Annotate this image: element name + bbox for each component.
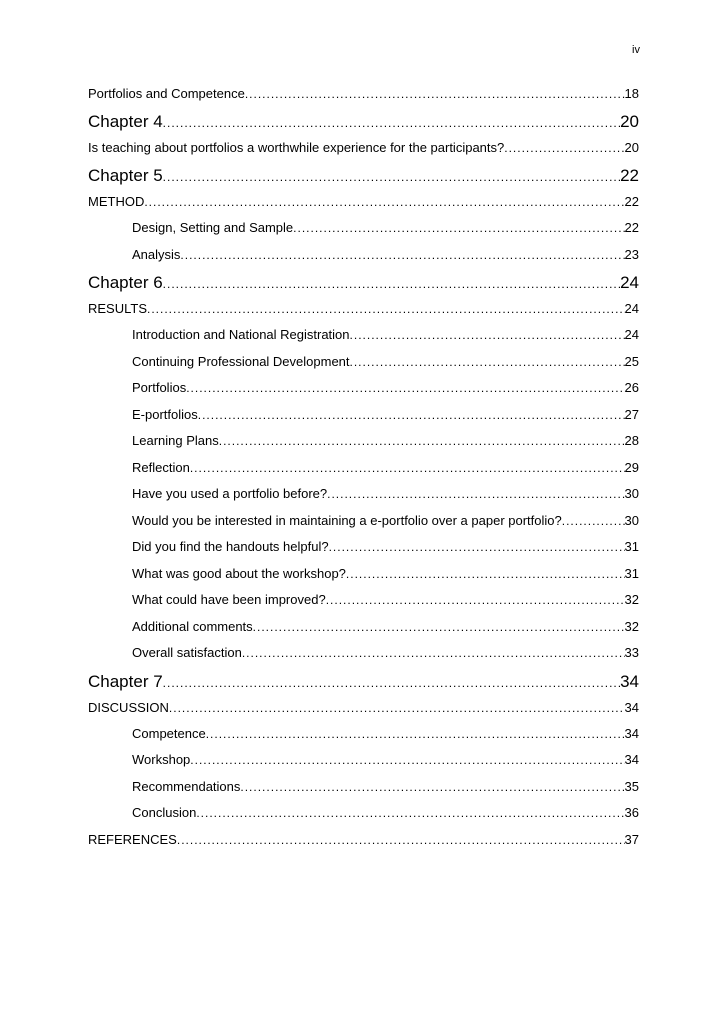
dot-leader — [562, 514, 625, 528]
toc-entry-page: 20 — [620, 112, 639, 131]
toc-entry-page: 32 — [624, 592, 639, 607]
toc-entry-page: 28 — [624, 433, 639, 448]
toc-entry[interactable] — [88, 832, 639, 854]
toc-entry-title: Chapter 4 — [88, 112, 163, 131]
toc-entry-page: 31 — [624, 539, 639, 554]
toc-entry-title: Portfolios — [132, 380, 187, 395]
dot-leader — [350, 328, 625, 342]
toc-entry-page: 22 — [624, 220, 639, 235]
dot-leader — [180, 248, 624, 262]
toc-entry[interactable] — [88, 327, 639, 349]
toc-entry-title: Design, Setting and Sample — [132, 220, 294, 235]
toc-entry-page: 27 — [624, 406, 639, 422]
toc-entry[interactable] — [88, 166, 639, 190]
toc-entry-title: REFERENCES — [88, 831, 177, 847]
toc-entry[interactable] — [88, 752, 639, 774]
toc-entry[interactable] — [88, 672, 639, 696]
toc-entry-title: Analysis — [132, 246, 181, 262]
toc-entry[interactable] — [88, 619, 639, 641]
dot-leader — [177, 833, 625, 847]
toc-entry-page: 32 — [624, 618, 639, 634]
page-number: iv — [632, 44, 640, 56]
toc-entry-title: Additional comments — [132, 618, 253, 634]
dot-leader — [144, 195, 624, 209]
toc-entry-page: 30 — [624, 486, 639, 501]
toc-entry[interactable] — [88, 220, 639, 242]
toc-entry-page: 26 — [624, 380, 639, 395]
dot-leader — [190, 461, 625, 475]
toc-entry[interactable] — [88, 194, 639, 216]
toc-entry-page: 37 — [624, 831, 639, 847]
toc-entry-title: Conclusion — [132, 805, 197, 820]
toc-entry-title: Would you be interested in maintaining a e-portfolio over a paper portfolio? — [132, 512, 562, 528]
dot-leader — [245, 87, 625, 101]
dot-leader — [169, 701, 625, 715]
toc-entry-page: 24 — [624, 327, 639, 342]
dot-leader — [190, 753, 624, 767]
toc-entry-page: 36 — [624, 805, 639, 820]
toc-entry-page: 34 — [620, 671, 639, 691]
dot-leader — [346, 567, 625, 581]
toc-entry-title: Reflection — [132, 459, 190, 475]
toc-entry-page: 34 — [624, 725, 639, 741]
toc-entry-title: Continuing Professional Development — [132, 353, 350, 369]
toc-entry[interactable] — [88, 86, 639, 108]
toc-entry[interactable] — [88, 407, 639, 429]
toc-entry-title: Portfolios and Competence — [88, 86, 245, 101]
toc-entry[interactable] — [88, 380, 639, 402]
toc-entry[interactable] — [88, 273, 639, 297]
dot-leader — [242, 646, 625, 660]
toc-entry-title: Have you used a portfolio before? — [132, 486, 328, 501]
dot-leader — [329, 540, 625, 554]
toc-entry-title: Chapter 5 — [88, 166, 163, 185]
dot-leader — [196, 806, 624, 820]
toc-entry[interactable] — [88, 486, 639, 508]
dot-leader — [504, 141, 624, 155]
toc-entry-title: What could have been improved? — [132, 592, 326, 607]
toc-entry-title: METHOD — [88, 194, 145, 209]
table-of-contents — [88, 86, 639, 858]
toc-entry[interactable] — [88, 247, 639, 269]
toc-entry-page: 34 — [624, 752, 639, 767]
toc-entry[interactable] — [88, 779, 639, 801]
toc-entry-page: 31 — [624, 565, 639, 581]
dot-leader — [253, 620, 625, 634]
toc-entry-page: 20 — [624, 140, 639, 155]
toc-entry-title: Is teaching about portfolios a worthwhile experience for the participants? — [88, 140, 505, 155]
toc-entry-title: DISCUSSION — [88, 699, 169, 715]
dot-leader — [350, 355, 625, 369]
toc-entry-page: 30 — [624, 512, 639, 528]
toc-entry[interactable] — [88, 460, 639, 482]
toc-entry-page: 35 — [624, 778, 639, 794]
toc-entry-title: RESULTS — [88, 301, 147, 316]
toc-entry-title: Overall satisfaction — [132, 645, 242, 660]
dot-leader — [326, 593, 625, 607]
toc-entry-title: Chapter 6 — [88, 273, 163, 292]
dot-leader — [327, 487, 624, 501]
dot-leader — [163, 116, 620, 130]
toc-entry[interactable] — [88, 726, 639, 748]
toc-entry-title: Did you find the handouts helpful? — [132, 539, 329, 554]
dot-leader — [198, 408, 625, 422]
toc-entry-page: 25 — [624, 353, 639, 369]
toc-entry-page: 22 — [620, 166, 639, 185]
dot-leader — [163, 277, 620, 291]
toc-entry-page: 18 — [624, 86, 639, 101]
toc-entry-title: Competence — [132, 725, 206, 741]
toc-entry-title: What was good about the workshop? — [132, 565, 346, 581]
toc-entry-title: Workshop — [132, 752, 191, 767]
dot-leader — [186, 381, 624, 395]
toc-entry[interactable] — [88, 513, 639, 535]
toc-entry-title: Learning Plans — [132, 433, 219, 448]
toc-entry[interactable] — [88, 140, 639, 162]
dot-leader — [219, 434, 625, 448]
toc-entry[interactable] — [88, 566, 639, 588]
toc-entry-page: 33 — [624, 645, 639, 660]
toc-entry[interactable] — [88, 112, 639, 136]
toc-entry[interactable] — [88, 354, 639, 376]
dot-leader — [293, 221, 624, 235]
toc-entry-title: Recommendations — [132, 778, 241, 794]
toc-entry-page: 24 — [620, 273, 639, 292]
toc-entry[interactable] — [88, 592, 639, 614]
toc-entry-title: E-portfolios — [132, 406, 198, 422]
toc-entry-title: Chapter 7 — [88, 671, 163, 691]
dot-leader — [163, 676, 620, 690]
toc-entry-title: Introduction and National Registration — [132, 327, 350, 342]
dot-leader — [206, 727, 625, 741]
toc-entry[interactable] — [88, 805, 639, 827]
dot-leader — [163, 170, 620, 184]
toc-entry-page: 29 — [624, 459, 639, 475]
toc-entry-page: 22 — [624, 194, 639, 209]
toc-entry-page: 23 — [624, 246, 639, 262]
toc-entry[interactable] — [88, 700, 639, 722]
toc-entry[interactable] — [88, 539, 639, 561]
dot-leader — [240, 780, 624, 794]
toc-entry[interactable] — [88, 301, 639, 323]
toc-entry-page: 34 — [624, 699, 639, 715]
toc-entry-page: 24 — [624, 301, 639, 316]
dot-leader — [147, 302, 625, 316]
toc-entry[interactable] — [88, 433, 639, 455]
toc-entry[interactable] — [88, 645, 639, 667]
